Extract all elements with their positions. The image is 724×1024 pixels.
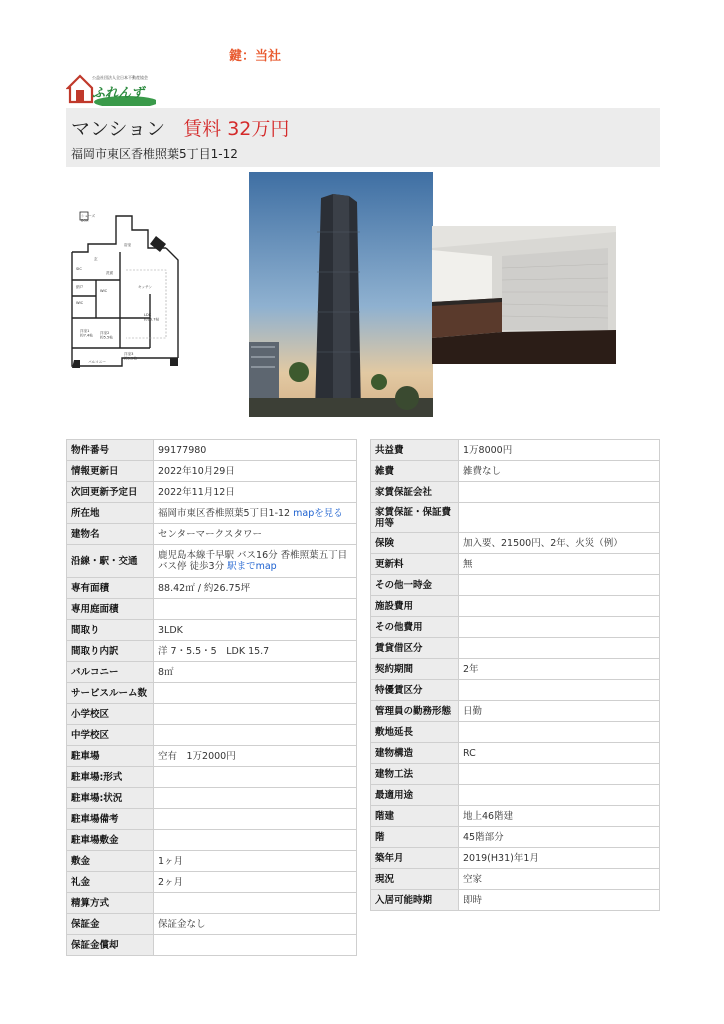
row-label: 小学校区 xyxy=(67,704,154,725)
row-label: 建物構造 xyxy=(371,743,459,764)
table-row xyxy=(67,746,357,767)
fp-wic2: WIC xyxy=(100,289,108,293)
row-value xyxy=(459,617,660,638)
row-value xyxy=(459,764,660,785)
row-value xyxy=(154,830,357,851)
row-value: 8㎡ xyxy=(154,662,357,683)
row-label: 更新料 xyxy=(371,554,459,575)
table-row xyxy=(371,827,660,848)
row-value xyxy=(154,893,357,914)
row-value xyxy=(459,722,660,743)
fp-bed3: 洋室3 約5.5帖 xyxy=(124,352,137,361)
fp-wic1: WIC xyxy=(76,301,84,305)
row-label: 駐車場備考 xyxy=(67,809,154,830)
logo-name: ふれんず xyxy=(92,86,145,101)
row-value xyxy=(154,503,357,524)
table-row xyxy=(67,545,357,578)
row-value xyxy=(459,785,660,806)
row-label: 駐車場:状況 xyxy=(67,788,154,809)
row-label: 保証金 xyxy=(67,914,154,935)
row-label: 間取り xyxy=(67,620,154,641)
row-label: その他一時金 xyxy=(371,575,459,596)
rent-price: 賃料 32万円 xyxy=(183,118,290,140)
row-value: 雑費なし xyxy=(459,461,660,482)
key-label: 鍵：当社 xyxy=(229,49,282,64)
row-value xyxy=(459,638,660,659)
row-label: 家賃保証会社 xyxy=(371,482,459,503)
table-row xyxy=(67,599,357,620)
row-label: 特優賃区分 xyxy=(371,680,459,701)
row-value xyxy=(154,788,357,809)
station-map-link[interactable]: 駅までmap xyxy=(227,561,277,572)
fp-shoes: シューズ BOX xyxy=(81,214,96,223)
row-value xyxy=(154,725,357,746)
row-value: 地上46階建 xyxy=(459,806,660,827)
row-label: 家賃保証・保証費用等 xyxy=(371,503,459,533)
row-label: 駐車場:形式 xyxy=(67,767,154,788)
row-label: 間取り内訳 xyxy=(67,641,154,662)
table-row xyxy=(67,641,357,662)
row-value xyxy=(154,935,357,956)
row-value: 2ヶ月 xyxy=(154,872,357,893)
fp-wash: 洗面 xyxy=(106,271,114,275)
row-label: 共益費 xyxy=(371,440,459,461)
table-row xyxy=(371,617,660,638)
fp-bed1: 洋室1 約7.4帖 xyxy=(80,329,93,338)
row-value xyxy=(459,596,660,617)
fp-storage: 納戸 xyxy=(76,285,84,289)
table-row xyxy=(67,935,357,956)
table-row xyxy=(371,722,660,743)
table-row xyxy=(371,554,660,575)
row-value: 空有 1万2000円 xyxy=(154,746,357,767)
row-label: 入居可能時期 xyxy=(371,890,459,911)
table-row xyxy=(67,620,357,641)
row-value: 2022年10月29日 xyxy=(154,461,357,482)
row-label: 築年月 xyxy=(371,848,459,869)
table-row xyxy=(371,596,660,617)
row-label: 精算方式 xyxy=(67,893,154,914)
row-label: その他費用 xyxy=(371,617,459,638)
floorplan-image[interactable] xyxy=(66,208,184,376)
row-label: 管理員の勤務形態 xyxy=(371,701,459,722)
table-row xyxy=(371,638,660,659)
table-row xyxy=(67,893,357,914)
row-value: 加入要、21500円、2年、火災（例） xyxy=(459,533,660,554)
table-row xyxy=(67,788,357,809)
row-value: 1万8000円 xyxy=(459,440,660,461)
row-label: 駐車場敷金 xyxy=(67,830,154,851)
table-row xyxy=(67,461,357,482)
row-label: 所在地 xyxy=(67,503,154,524)
title-box xyxy=(66,108,660,167)
table-row xyxy=(371,869,660,890)
property-info-table-left xyxy=(66,439,357,956)
row-label: 建物名 xyxy=(67,524,154,545)
row-label: 中学校区 xyxy=(67,725,154,746)
table-row xyxy=(371,482,660,503)
row-label: 情報更新日 xyxy=(67,461,154,482)
row-value: 2022年11月12日 xyxy=(154,482,357,503)
table-row xyxy=(371,701,660,722)
table-row xyxy=(371,890,660,911)
address-text: 福岡市東区香椎照葉5丁目1-12 xyxy=(158,507,291,519)
row-value: 1ヶ月 xyxy=(154,851,357,872)
table-row xyxy=(371,575,660,596)
row-value xyxy=(459,575,660,596)
row-label: 建物工法 xyxy=(371,764,459,785)
table-row xyxy=(67,440,357,461)
row-value: 45階部分 xyxy=(459,827,660,848)
row-value: 空家 xyxy=(459,869,660,890)
access-text: 鹿児島本線千早駅 バス16分 香椎照葉五丁目バス停 徒歩3分 xyxy=(158,550,348,572)
table-row xyxy=(67,851,357,872)
row-value: 洋 7・5.5・5 LDK 15.7 xyxy=(154,641,357,662)
room-photo[interactable] xyxy=(432,226,616,364)
fp-ldk: LDK 約15.7帖 xyxy=(144,313,160,322)
table-row xyxy=(67,578,357,599)
row-value xyxy=(154,545,357,578)
title-main xyxy=(71,114,289,141)
row-value xyxy=(154,809,357,830)
row-label: 現況 xyxy=(371,869,459,890)
row-label: 次回更新予定日 xyxy=(67,482,154,503)
property-type: マンション xyxy=(71,118,166,140)
row-label: 階建 xyxy=(371,806,459,827)
row-label: 沿線・駅・交通 xyxy=(67,545,154,578)
row-value: 99177980 xyxy=(154,440,357,461)
tower-photo[interactable] xyxy=(249,172,433,417)
table-row xyxy=(67,503,357,524)
row-label: 物件番号 xyxy=(67,440,154,461)
row-value: 即時 xyxy=(459,890,660,911)
logo-small-text: 公益社団法人全日本不動産協会 xyxy=(92,75,148,80)
property-info-table-right xyxy=(370,439,660,911)
table-row xyxy=(371,680,660,701)
row-label: 賃貸借区分 xyxy=(371,638,459,659)
fp-sic: SIC xyxy=(76,267,82,271)
row-value xyxy=(154,599,357,620)
row-label: サービスルーム数 xyxy=(67,683,154,704)
row-value xyxy=(459,503,660,533)
row-value: センターマークスタワー xyxy=(154,524,357,545)
fp-kitchen: キッチン xyxy=(138,285,153,289)
table-row xyxy=(371,440,660,461)
row-value: 2019(H31)年1月 xyxy=(459,848,660,869)
row-value: 無 xyxy=(459,554,660,575)
row-label: 保証金償却 xyxy=(67,935,154,956)
table-row xyxy=(371,806,660,827)
table-row xyxy=(67,914,357,935)
table-row xyxy=(67,683,357,704)
row-label: 敷金 xyxy=(67,851,154,872)
row-value xyxy=(459,482,660,503)
map-link[interactable]: mapを見る xyxy=(293,507,343,519)
table-row xyxy=(371,764,660,785)
row-label: 契約期間 xyxy=(371,659,459,680)
row-label: 専有面積 xyxy=(67,578,154,599)
table-row xyxy=(371,503,660,533)
table-row xyxy=(67,524,357,545)
row-label: 専用庭面積 xyxy=(67,599,154,620)
fp-hall: 玄 xyxy=(94,257,98,261)
table-row xyxy=(67,809,357,830)
table-row xyxy=(371,533,660,554)
row-label: 最適用途 xyxy=(371,785,459,806)
row-label: 駐車場 xyxy=(67,746,154,767)
table-row xyxy=(67,767,357,788)
fp-bath: 浴室 xyxy=(124,243,132,247)
row-value xyxy=(154,704,357,725)
table-row xyxy=(67,662,357,683)
row-label: 礼金 xyxy=(67,872,154,893)
table-row xyxy=(67,704,357,725)
row-value: 日勤 xyxy=(459,701,660,722)
row-value: 88.42㎡ / 約26.75坪 xyxy=(154,578,357,599)
row-value: 保証金なし xyxy=(154,914,357,935)
fp-balcony: バルコニー xyxy=(88,360,106,364)
table-row xyxy=(371,743,660,764)
table-row xyxy=(371,659,660,680)
row-value xyxy=(459,680,660,701)
table-row xyxy=(371,785,660,806)
title-address: 福岡市東区香椎照葉5丁目1-12 xyxy=(71,147,238,161)
row-label: 保険 xyxy=(371,533,459,554)
row-label: バルコニー xyxy=(67,662,154,683)
row-value: 3LDK xyxy=(154,620,357,641)
row-label: 階 xyxy=(371,827,459,848)
row-label: 敷地延長 xyxy=(371,722,459,743)
row-value xyxy=(154,767,357,788)
table-row xyxy=(67,830,357,851)
row-value: 2年 xyxy=(459,659,660,680)
row-value xyxy=(154,683,357,704)
table-row xyxy=(67,872,357,893)
row-value: RC xyxy=(459,743,660,764)
table-row xyxy=(371,848,660,869)
table-row xyxy=(371,461,660,482)
row-label: 雑費 xyxy=(371,461,459,482)
table-row xyxy=(67,725,357,746)
fp-bed2: 洋室2 約5.5帖 xyxy=(100,331,113,340)
row-label: 施設費用 xyxy=(371,596,459,617)
table-row xyxy=(67,482,357,503)
